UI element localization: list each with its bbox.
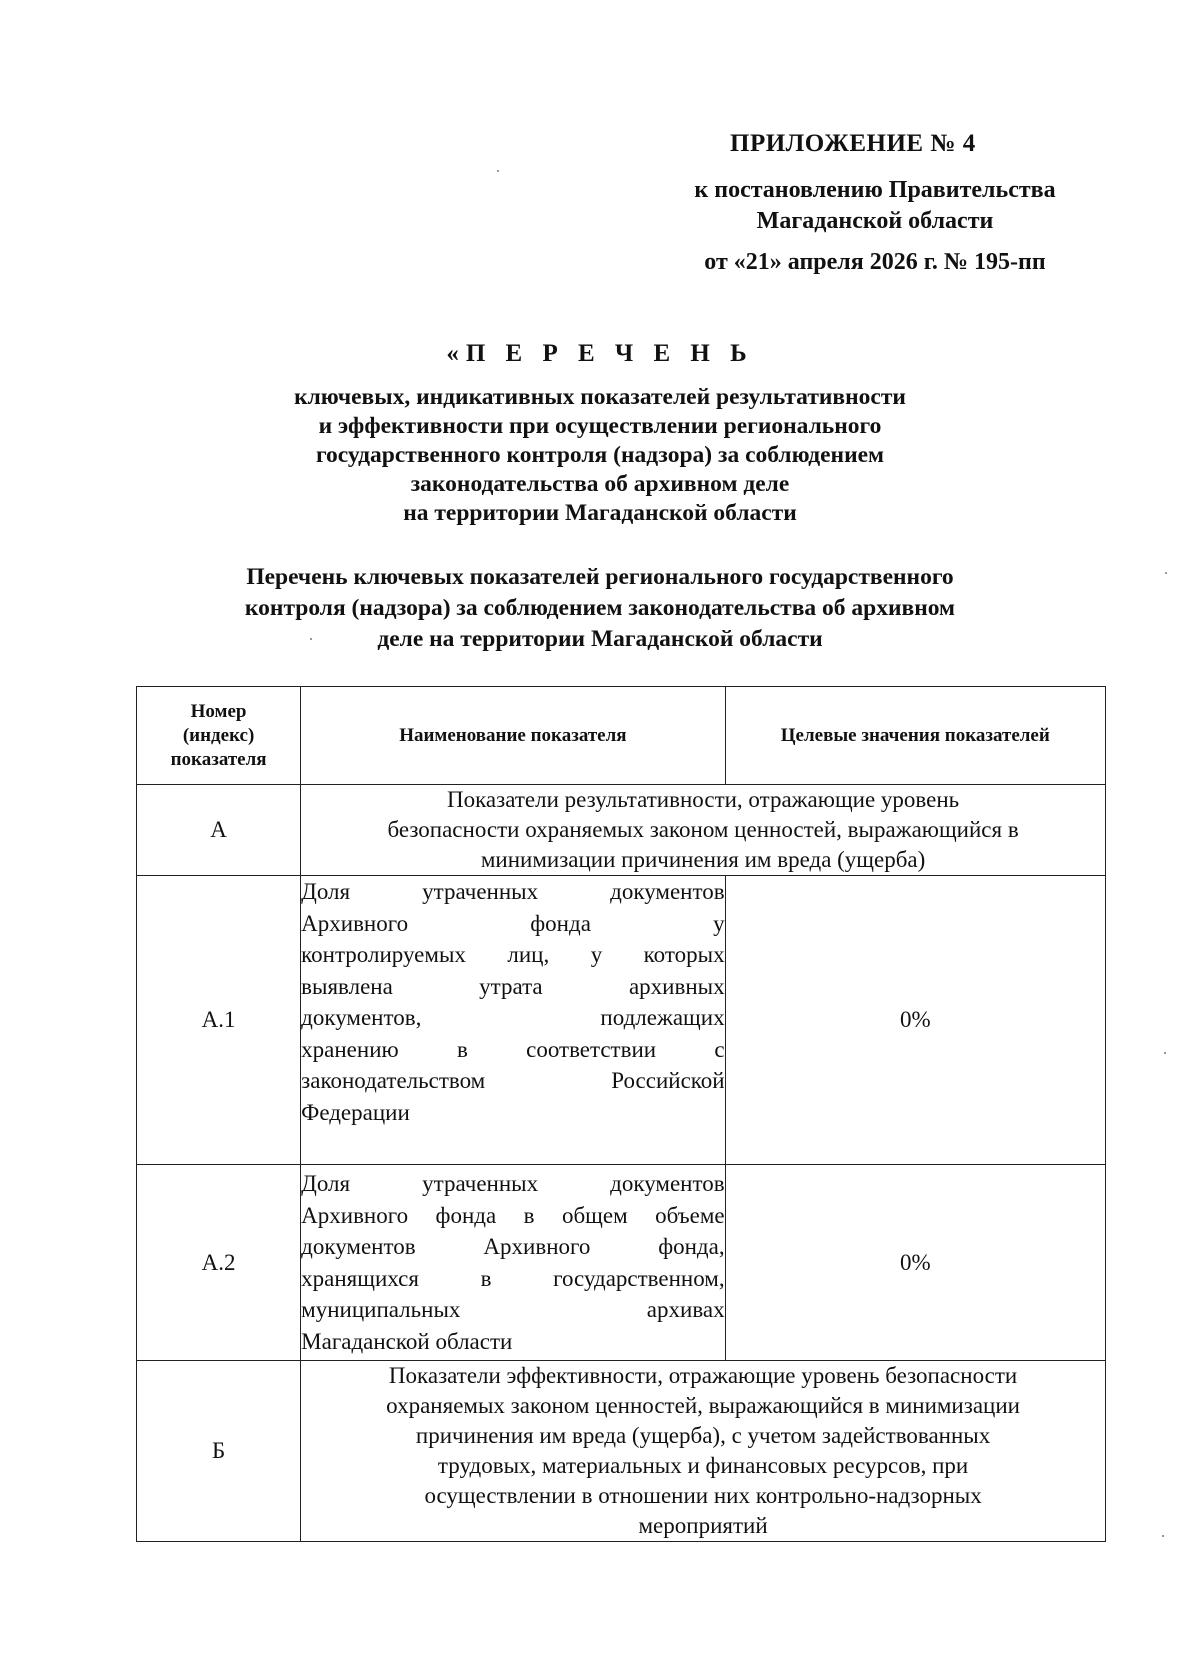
header-number-line: Номер	[190, 700, 247, 722]
indicator-name-line: документов Архивного фонда,	[301, 1234, 725, 1259]
subtitle-line: законодательства об архивном деле	[410, 471, 790, 497]
subtitle-line: на территории Магаданской области	[403, 500, 797, 526]
indicator-name-line: хранению в соответствии с	[301, 1036, 725, 1062]
indicator-name-line: Архивного фонда у	[301, 910, 725, 936]
section-heading-line: Перечень ключевых показателей регионального государственного	[246, 564, 954, 590]
table-row-group-b	[137, 1361, 1106, 1542]
scan-speck	[1164, 1052, 1166, 1054]
table-row-group-a	[137, 785, 1106, 876]
header-number-line: (индекс)	[182, 724, 255, 746]
group-title-line: Показатели эффективности, отражающие уровень безопасности	[388, 1363, 1018, 1388]
section-heading-line: деле на территории Магаданской области	[377, 626, 823, 652]
document-title: «П Е Р Е Ч Е Н Ь	[446, 340, 754, 367]
appendix-date-line: от «21» апреля 2026 г. № 195-пп	[704, 249, 1046, 275]
row-number: А.1	[137, 876, 301, 1165]
group-title-line: безопасности охраняемых законом ценностей, выражающийся в	[387, 817, 1019, 842]
section-heading-line: контроля (надзора) за соблюдением законодательства об архивном	[244, 595, 956, 621]
header-name: Наименование показателя	[301, 687, 725, 785]
indicator-name-line: Федерации	[301, 1099, 410, 1125]
indicator-name-line: хранящихся в государственном,	[301, 1265, 725, 1291]
target-value: 0%	[725, 1165, 1105, 1361]
appendix-region-line: Магаданской области	[756, 208, 994, 234]
appendix-title: ПРИЛОЖЕНИЕ № 4	[730, 130, 976, 157]
scan-speck	[497, 170, 499, 172]
indicator-name-line: Доля утраченных документов	[301, 879, 725, 904]
group-title-line: мероприятий	[638, 1513, 768, 1538]
indicator-name-line: муниципальных архивах	[301, 1297, 725, 1322]
row-number: А.2	[137, 1165, 301, 1361]
group-title-line: причинения им вреда (ущерба), с учетом задействованных	[415, 1423, 991, 1448]
scan-speck	[1165, 572, 1167, 574]
indicator-name	[301, 876, 725, 1165]
group-title-line: Показатели результативности, отражающие уровень	[447, 787, 960, 812]
appendix-decree-line: к постановлению Правительства	[694, 177, 1056, 203]
row-number: Б	[137, 1361, 301, 1542]
indicator-name-line: Магаданской области	[301, 1328, 513, 1354]
group-title-line: осуществлении в отношении них контрольно-надзорных	[424, 1483, 982, 1508]
indicator-name-line: Доля утраченных документов	[301, 1171, 725, 1196]
header-number-line: показателя	[170, 748, 267, 770]
indicator-name-line: документов, подлежащих	[301, 1005, 725, 1030]
group-title-line: минимизации причинения им вреда (ущерба)	[480, 847, 926, 872]
group-title-line: охраняемых законом ценностей, выражающийся в минимизации	[386, 1393, 1020, 1418]
indicator-name-line: контролируемых лиц, у которых	[301, 942, 725, 967]
scan-speck	[310, 638, 312, 640]
header-number	[137, 687, 301, 785]
indicator-name-line: законодательством Российской	[301, 1068, 725, 1093]
document-subtitle	[180, 383, 1020, 528]
subtitle-line: государственного контроля (надзора) за соблюдением	[315, 442, 885, 468]
section-heading	[160, 562, 1040, 655]
header-target: Целевые значения показателей	[725, 687, 1105, 785]
indicator-name	[301, 1165, 725, 1361]
row-number: А	[137, 785, 301, 876]
indicators-table	[136, 686, 1106, 1542]
indicator-name-line: Архивного фонда в общем объеме	[301, 1202, 725, 1228]
table-header-row	[137, 687, 1106, 785]
group-title	[301, 785, 1106, 876]
target-value: 0%	[725, 876, 1105, 1165]
group-title	[301, 1361, 1106, 1542]
subtitle-line: ключевых, индикативных показателей результативности	[294, 384, 906, 410]
table-row-a2	[137, 1165, 1106, 1361]
indicator-name-line: выявлена утрата архивных	[301, 973, 725, 999]
table-row-a1	[137, 876, 1106, 1165]
subtitle-line: и эффективности при осуществлении регионального	[318, 413, 882, 439]
group-title-line: трудовых, материальных и финансовых ресурсов, при	[437, 1453, 969, 1478]
scan-speck	[1162, 1535, 1164, 1537]
